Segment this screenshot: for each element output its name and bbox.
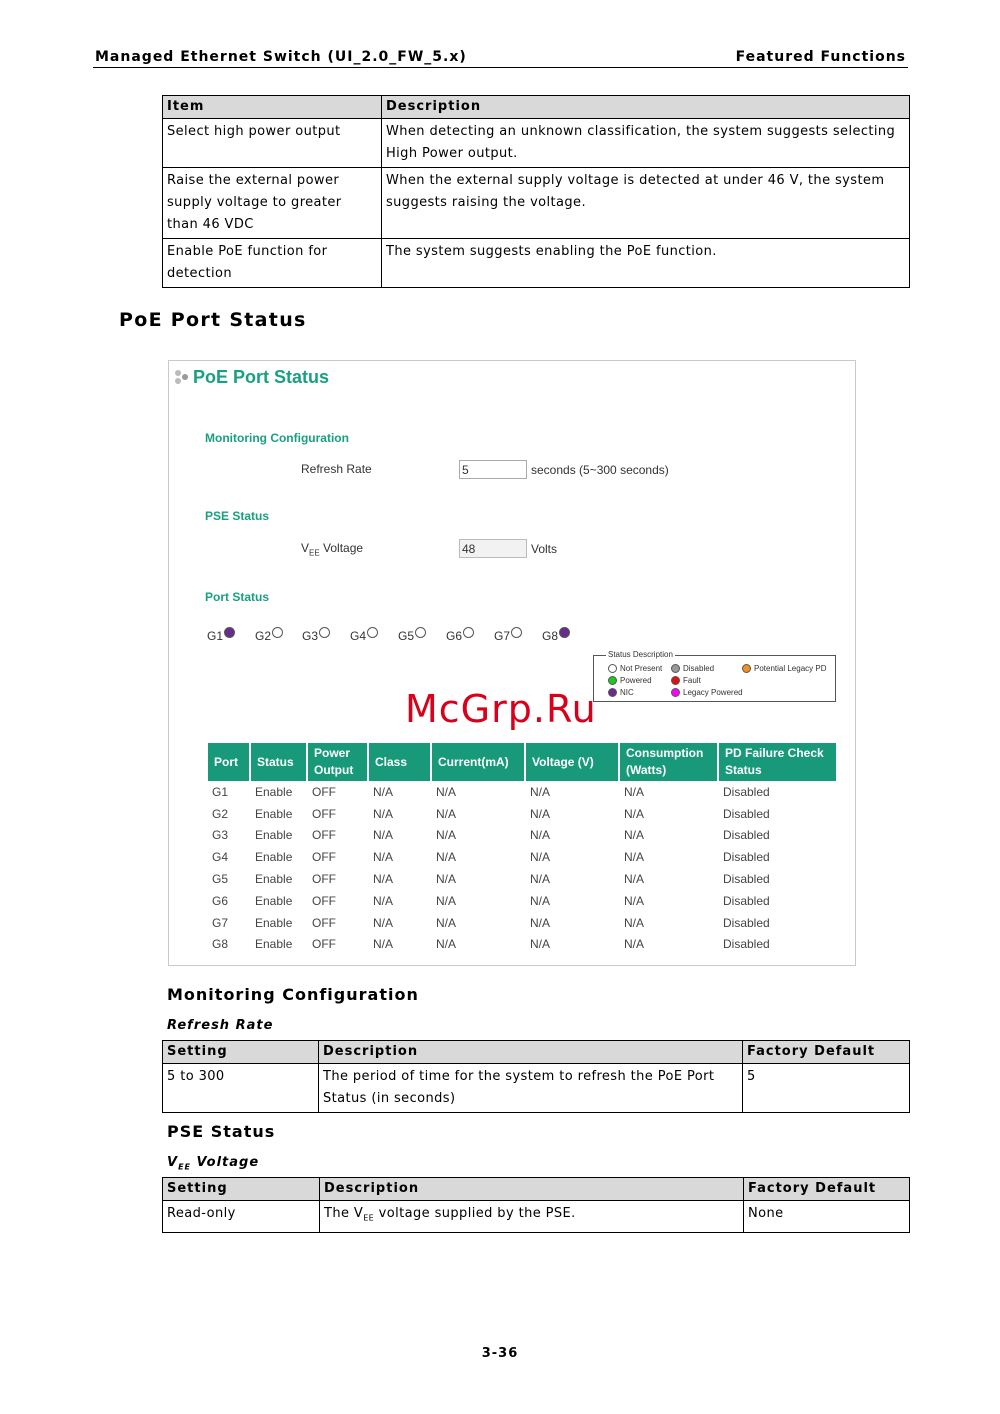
port-status-cell: OFF [312, 872, 336, 887]
port-indicator-g3: G3 [302, 627, 330, 643]
col-header-voltage: Voltage (V) [526, 743, 618, 781]
col-header-description: Description [320, 1178, 744, 1201]
port-status-circle-icon [415, 627, 426, 638]
port-status-cell: N/A [530, 828, 551, 843]
running-header [93, 48, 908, 68]
cell-item: Enable PoE function for detection [163, 239, 382, 288]
cell-factory-default: 5 [743, 1064, 910, 1113]
port-status-cell: Enable [255, 872, 293, 887]
legend-circle-icon [742, 664, 751, 673]
table-row [208, 934, 836, 956]
table-row [208, 912, 836, 934]
refresh-rate-label: Refresh Rate [301, 462, 372, 476]
port-status-cell: Enable [255, 806, 293, 821]
port-status-cell: N/A [436, 850, 457, 865]
status-legend [593, 650, 836, 702]
port-status-cell: Enable [255, 784, 293, 799]
col-header-port: Port [208, 743, 249, 781]
port-status-cell: N/A [373, 784, 394, 799]
monitoring-config-heading: Monitoring Configuration [205, 431, 349, 445]
port-status-circle-icon [224, 627, 235, 638]
port-status-cell: Disabled [723, 784, 770, 799]
refresh-rate-input[interactable] [459, 460, 527, 479]
port-status-cell: N/A [624, 893, 645, 908]
port-status-circle-icon [559, 627, 570, 638]
col-header-description: Description [382, 96, 910, 119]
port-status-cell: N/A [373, 915, 394, 930]
port-status-cell: Disabled [723, 806, 770, 821]
port-status-cell: N/A [373, 850, 394, 865]
port-status-circle-icon [272, 627, 283, 638]
cell-description: The $V_{EE}$ voltage supplied by the PSE. [320, 1201, 744, 1233]
port-indicator-g1: G1 [207, 627, 235, 643]
port-status-heading: Port Status [205, 590, 270, 604]
table-row [208, 868, 836, 890]
legend-fault: Fault [671, 676, 701, 685]
port-indicator-g6: G6 [446, 627, 474, 643]
monitoring-config-title: Monitoring Configuration [167, 985, 419, 1004]
port-status-cell: G4 [212, 850, 229, 865]
legend-circle-icon [608, 676, 617, 685]
header-chapter-title: Featured Functions [735, 49, 906, 65]
refresh-rate-subtitle: Refresh Rate [167, 1018, 274, 1033]
legend-nic: NIC [608, 688, 634, 697]
poe-status-screenshot [168, 360, 856, 966]
port-status-cell: N/A [530, 850, 551, 865]
port-status-cell: G3 [212, 828, 229, 843]
port-status-cell: N/A [530, 784, 551, 799]
legend-potential-legacy-pd: Potential Legacy PD [742, 664, 827, 673]
port-status-cell: N/A [530, 806, 551, 821]
port-status-cell: Disabled [723, 872, 770, 887]
legend-circle-icon [608, 688, 617, 697]
port-status-cell: N/A [436, 893, 457, 908]
port-status-cell: OFF [312, 784, 336, 799]
refresh-rate-table [162, 1040, 910, 1113]
port-indicator-g2: G2 [255, 627, 283, 643]
legend-circle-icon [671, 688, 680, 697]
cell-description: The system suggests enabling the PoE function. [382, 239, 910, 288]
table-row [208, 825, 836, 847]
table-row [163, 168, 910, 239]
port-status-circle-icon [463, 627, 474, 638]
table-row [163, 1201, 910, 1233]
port-status-cell: Disabled [723, 828, 770, 843]
col-header-factory-default: Factory Default [744, 1178, 910, 1201]
legend-disabled: Disabled [671, 664, 714, 673]
col-header-power-output: Power Output [308, 743, 367, 781]
legend-powered: Powered [608, 676, 652, 685]
col-header-status: Status [251, 743, 306, 781]
port-status-cell: Enable [255, 937, 293, 952]
port-status-cell: Disabled [723, 915, 770, 930]
port-status-cell: N/A [624, 828, 645, 843]
port-status-cell: N/A [373, 872, 394, 887]
cell-item: Select high power output [163, 119, 382, 168]
col-header-current: Current(mA) [432, 743, 524, 781]
cell-description: When the external supply voltage is detected at under 46 V, the system suggests raising the voltage. [382, 168, 910, 239]
col-header-setting: Setting [163, 1041, 319, 1064]
vee-voltage-unit: Volts [531, 542, 558, 556]
port-status-cell: N/A [373, 937, 394, 952]
port-status-cell: N/A [436, 806, 457, 821]
port-status-cell: N/A [373, 828, 394, 843]
port-status-cell: N/A [373, 806, 394, 821]
port-indicator-g8: G8 [542, 627, 570, 643]
port-status-table [206, 743, 838, 955]
table-row [163, 239, 910, 288]
panel-title: PoE Port Status [193, 367, 330, 387]
table-row [208, 803, 836, 825]
port-status-cell: Disabled [723, 937, 770, 952]
port-status-cell: Enable [255, 850, 293, 865]
port-status-cell: N/A [436, 937, 457, 952]
port-status-cell: N/A [530, 915, 551, 930]
legend-caption: Status Description [608, 650, 673, 659]
port-status-cell: OFF [312, 915, 336, 930]
port-status-cell: N/A [624, 872, 645, 887]
pse-status-title: PSE Status [167, 1122, 276, 1141]
port-status-cell: OFF [312, 828, 336, 843]
port-status-cell: Disabled [723, 850, 770, 865]
port-status-cell: G8 [212, 937, 229, 952]
pse-status-heading: PSE Status [205, 509, 270, 523]
port-status-cell: N/A [624, 850, 645, 865]
port-status-cell: N/A [624, 784, 645, 799]
header-doc-title: Managed Ethernet Switch (UI_2.0_FW_5.x) [95, 49, 467, 65]
port-status-cell: Enable [255, 828, 293, 843]
legend-circle-icon [671, 664, 680, 673]
port-status-cell: N/A [436, 872, 457, 887]
port-status-cell: Enable [255, 915, 293, 930]
legend-legacy-powered: Legacy Powered [671, 688, 743, 697]
cell-setting: Read-only [163, 1201, 320, 1233]
table-row [208, 890, 836, 912]
suggestion-table [162, 95, 910, 288]
vee-voltage-field [459, 539, 527, 558]
port-status-cell: G6 [212, 893, 229, 908]
port-status-rows [208, 781, 836, 955]
port-status-cell: G5 [212, 872, 229, 887]
port-status-cell: OFF [312, 937, 336, 952]
port-status-cell: N/A [530, 937, 551, 952]
port-status-cell: G1 [212, 784, 229, 799]
col-header-description: Description [319, 1041, 743, 1064]
port-status-cell: N/A [624, 806, 645, 821]
table-row [208, 781, 836, 803]
col-header-item: Item [163, 96, 382, 119]
vee-voltage-label: $V_{EE}$ Voltage [301, 541, 364, 558]
table-row [163, 1064, 910, 1113]
port-status-cell: N/A [624, 915, 645, 930]
col-header-factory-default: Factory Default [743, 1041, 910, 1064]
cell-setting: 5 to 300 [163, 1064, 319, 1113]
legend-circle-icon [608, 664, 617, 673]
port-status-cell: OFF [312, 893, 336, 908]
cell-item: Raise the external power supply voltage to greater than 46 VDC [163, 168, 382, 239]
port-status-circle-icon [511, 627, 522, 638]
table-row [163, 119, 910, 168]
port-indicator-g5: G5 [398, 627, 426, 643]
col-header-consumption: Consumption (Watts) [620, 743, 717, 781]
port-status-circle-icon [319, 627, 330, 638]
cell-factory-default: None [744, 1201, 910, 1233]
col-header-pd-failure-check: PD Failure Check Status [719, 743, 836, 781]
port-status-cell: N/A [436, 828, 457, 843]
page-number: 3-36 [481, 1346, 519, 1361]
section-title-poe-port-status: PoE Port Status [119, 309, 307, 331]
port-status-cell: Enable [255, 893, 293, 908]
col-header-setting: Setting [163, 1178, 320, 1201]
port-status-cell: OFF [312, 850, 336, 865]
vee-voltage-table [162, 1177, 910, 1233]
port-status-circle-icon [367, 627, 378, 638]
port-status-cell: N/A [436, 915, 457, 930]
watermark-text: McGrp.Ru [405, 687, 597, 731]
port-status-cell: OFF [312, 806, 336, 821]
port-status-cell: N/A [530, 893, 551, 908]
table-row [208, 846, 836, 868]
port-status-cell: N/A [624, 937, 645, 952]
col-header-class: Class [369, 743, 430, 781]
legend-not-present: Not Present [608, 664, 662, 673]
legend-circle-icon [671, 676, 680, 685]
port-status-cell: Disabled [723, 893, 770, 908]
cell-description: When detecting an unknown classification, the system suggests selecting High Power output. [382, 119, 910, 168]
port-status-cell: N/A [373, 893, 394, 908]
title-dots-icon [175, 370, 191, 386]
cell-description: The period of time for the system to refresh the PoE Port Status (in seconds) [319, 1064, 743, 1113]
refresh-rate-unit: seconds (5~300 seconds) [531, 463, 669, 477]
port-indicator-g7: G7 [494, 627, 522, 643]
port-indicator-g4: G4 [350, 627, 378, 643]
port-status-cell: N/A [436, 784, 457, 799]
port-status-cell: N/A [530, 872, 551, 887]
port-status-cell: G2 [212, 806, 229, 821]
port-status-cell: G7 [212, 915, 229, 930]
vee-voltage-subtitle: $V_{EE}$ Voltage [167, 1155, 260, 1172]
